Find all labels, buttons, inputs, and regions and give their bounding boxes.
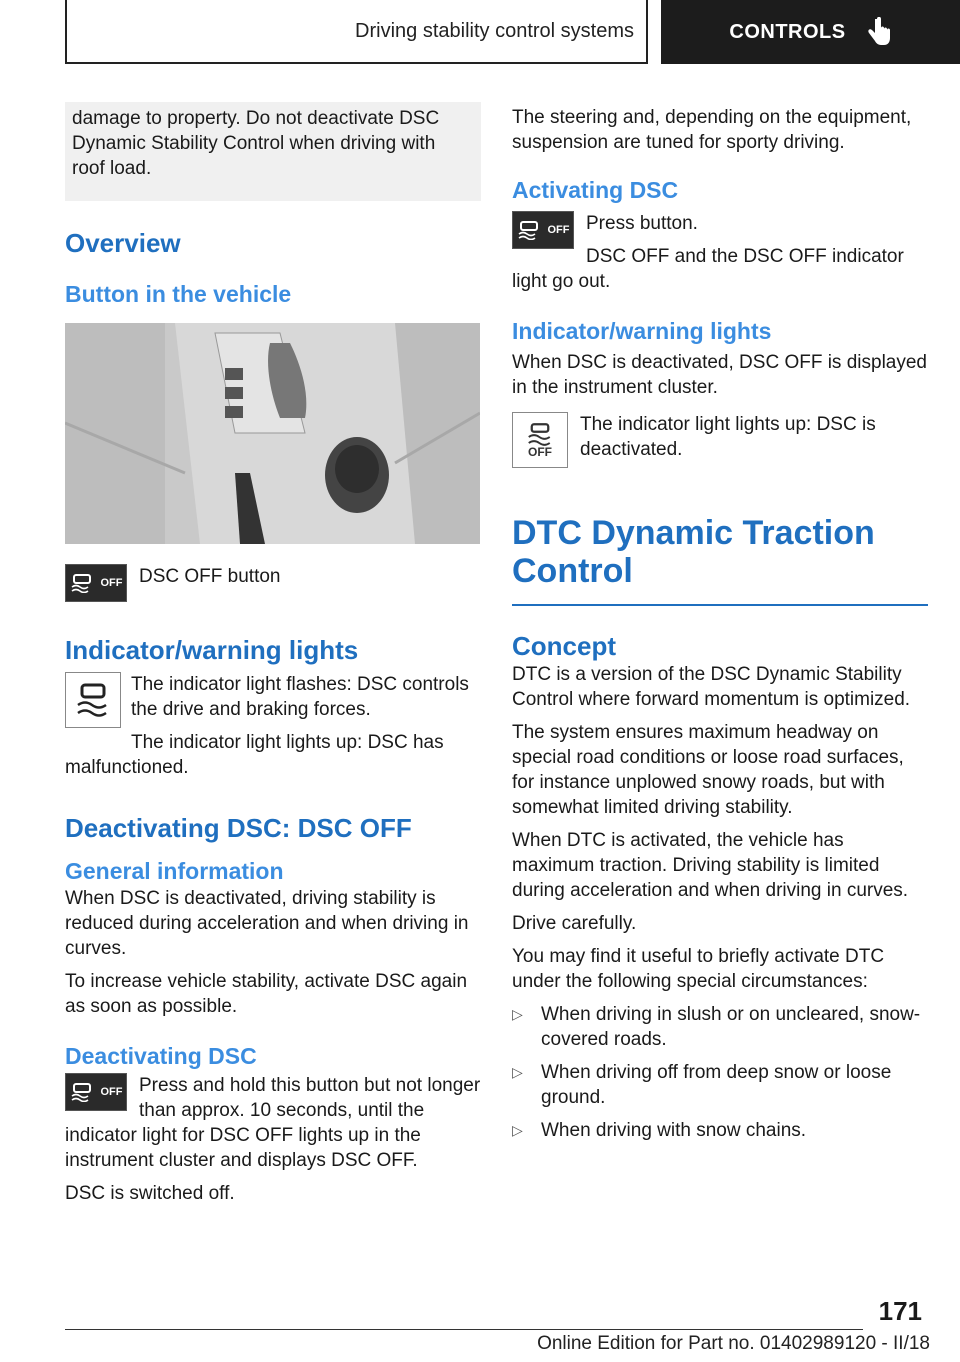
dsc-warning-light-icon bbox=[65, 672, 121, 728]
dsc-off-button-icon-2 bbox=[65, 1073, 127, 1111]
general-info-p1: When DSC is deactivated, driving stability is reduced during acceleration and when driving in curves. bbox=[65, 888, 469, 959]
dsc-off-indicator-label: OFF bbox=[528, 445, 552, 459]
bullet-triangle-icon: ▷ bbox=[512, 1006, 523, 1022]
header-chapter-tab bbox=[661, 0, 960, 64]
button-in-vehicle-heading: Button in the vehicle bbox=[65, 281, 292, 307]
indicator-lights-heading: Indicator/warning lights bbox=[65, 635, 359, 665]
hand-pointer-icon bbox=[866, 17, 892, 47]
indicator-lights-block bbox=[65, 672, 481, 780]
dsc-off-button-icon-3 bbox=[512, 211, 574, 249]
concept-p1: DTC is a version of the DSC Dynamic Stability Control where forward momentum is optimized. bbox=[512, 664, 911, 710]
right-indicator-heading: Indicator/warning lights bbox=[512, 318, 772, 344]
header-section-title: Driving stability control systems bbox=[355, 19, 634, 42]
concept-heading: Concept bbox=[512, 631, 616, 661]
indicator-flash-text: The indicator light flashes: DSC controls the drive and braking forces. bbox=[131, 674, 469, 720]
overview-heading: Overview bbox=[65, 228, 181, 258]
list-item: ▷ When driving off from deep snow or loose ground. bbox=[512, 1062, 892, 1108]
indicator-lit-text: The indicator light lights up: DSC has malfunctioned. bbox=[65, 732, 444, 778]
activating-press-text: Press button. bbox=[586, 213, 698, 234]
concept-p3: When DTC is activated, the vehicle has maximum traction. Driving stability is limited during acceleration and when driving in curves. bbox=[512, 830, 909, 901]
list-item: ▷ When driving with snow chains. bbox=[512, 1120, 807, 1141]
concept-p2: The system ensures maximum headway on special road conditions or loose road surfaces, for instance unplowed snowy roads, but with somewhat limited driving stability. bbox=[512, 722, 904, 818]
right-column bbox=[512, 105, 928, 1151]
deactivating-dsc-heading: Deactivating DSC bbox=[65, 1043, 257, 1069]
general-info-p2: To increase vehicle stability, activate DSC again as soon as possible. bbox=[65, 971, 468, 1017]
activating-dsc-block bbox=[512, 211, 928, 294]
dsc-off-button-caption: DSC OFF button bbox=[139, 566, 281, 587]
right-indicator-lit-text: The indicator light lights up: DSC is deactivated. bbox=[580, 414, 876, 460]
list-item: ▷ When driving in slush or on uncleared, snow-covered roads. bbox=[512, 1004, 921, 1050]
header-chapter-title: CONTROLS bbox=[729, 20, 846, 43]
dsc-off-button-icon-label: OFF bbox=[100, 576, 123, 589]
left-column bbox=[65, 102, 481, 1214]
center-console-photo bbox=[65, 323, 480, 544]
dsc-off-button-icon-2-label: OFF bbox=[100, 1085, 123, 1098]
header-section-tab bbox=[65, 0, 648, 64]
activating-dsc-heading: Activating DSC bbox=[512, 177, 679, 203]
footer-rule bbox=[65, 1329, 863, 1330]
dtc-title: DTC Dynamic Traction Control bbox=[512, 514, 875, 590]
dsc-off-button-legend bbox=[65, 564, 481, 606]
page-number: 171 bbox=[878, 1296, 922, 1326]
dsc-off-button-icon bbox=[65, 564, 127, 602]
dsc-off-button-icon-3-label: OFF bbox=[547, 223, 570, 236]
circumstances-list bbox=[512, 1002, 928, 1143]
bullet-triangle-icon: ▷ bbox=[512, 1122, 523, 1138]
concept-p4: Drive carefully. bbox=[512, 913, 637, 934]
general-info-heading: General information bbox=[65, 858, 284, 884]
dsc-off-indicator-block bbox=[512, 412, 928, 474]
deactivating-dsc-p2: DSC is switched off. bbox=[65, 1183, 235, 1204]
dtc-title-rule bbox=[512, 604, 928, 606]
sporty-steering-text: The steering and, depending on the equipment, suspension are tuned for sporty driving. bbox=[512, 107, 912, 153]
deactivating-dsc-block bbox=[65, 1073, 481, 1206]
right-indicator-text: When DSC is deactivated, DSC OFF is displayed in the instrument cluster. bbox=[512, 352, 927, 398]
edition-footer: Online Edition for Part no. 01402989120 - II/18 bbox=[537, 1333, 930, 1354]
deactivating-dsc-p1: Press and hold this button but not longer than approx. 10 seconds, until the indicator light for DSC OFF lights up in the instrument cluster and displays DSC OFF. bbox=[65, 1075, 481, 1171]
bullet-triangle-icon: ▷ bbox=[512, 1064, 523, 1080]
activating-out-text: DSC OFF and the DSC OFF indicator light go out. bbox=[512, 246, 904, 292]
deactivating-heading: Deactivating DSC: DSC OFF bbox=[65, 813, 412, 843]
concept-p5: You may find it useful to briefly activate DTC under the following special circumstances: bbox=[512, 946, 885, 992]
warning-note-text: damage to property. Do not deactivate DSC Dynamic Stability Control when driving with roof load. bbox=[72, 108, 440, 179]
dsc-off-indicator-icon bbox=[512, 412, 568, 468]
warning-note bbox=[65, 102, 481, 201]
